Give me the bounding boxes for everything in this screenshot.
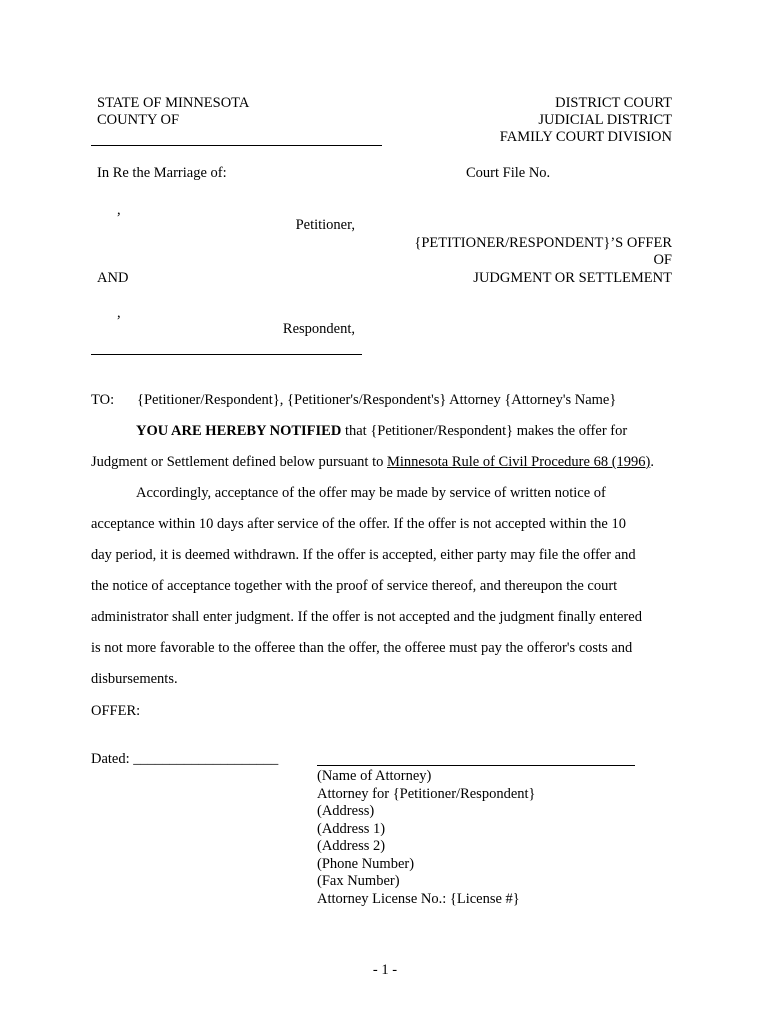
court-name: DISTRICT COURT bbox=[555, 95, 672, 111]
county-label: COUNTY OF bbox=[97, 112, 180, 128]
attorney-address-1: (Address 1) bbox=[317, 821, 386, 837]
attorney-phone: (Phone Number) bbox=[317, 856, 415, 872]
notice-line2-post: . bbox=[650, 454, 654, 470]
to-label: TO: bbox=[91, 392, 115, 408]
notice-line-2 bbox=[91, 454, 681, 471]
to-recipients: {Petitioner/Respondent}, {Petitioner's/Respondent's} Attorney {Attorney's Name} bbox=[137, 392, 617, 408]
page-number: - 1 - bbox=[372, 962, 398, 978]
paragraph-line: acceptance within 10 days after service of the offer. If the offer is not accepted within the 10 bbox=[91, 516, 626, 532]
in-re-label: In Re the Marriage of: bbox=[97, 165, 227, 181]
county-underline bbox=[91, 145, 382, 146]
signature-line bbox=[317, 765, 635, 766]
attorney-address-2: (Address 2) bbox=[317, 838, 386, 854]
paragraph-line: administrator shall enter judgment. If the offer is not accepted and the judgment finally entered bbox=[91, 609, 642, 625]
court-file-label: Court File No. bbox=[466, 165, 551, 181]
notice-bold: YOU ARE HEREBY NOTIFIED bbox=[136, 423, 342, 439]
rule-citation-link[interactable]: Minnesota Rule of Civil Procedure 68 (1996) bbox=[386, 454, 651, 470]
paragraph-line: Accordingly, acceptance of the offer may be made by service of written notice of bbox=[136, 485, 606, 501]
and-label: AND bbox=[97, 270, 129, 286]
paragraph-line: day period, it is deemed withdrawn. If the offer is accepted, either party may file the offer and bbox=[91, 547, 636, 563]
document-title-line2: OF bbox=[653, 252, 672, 268]
state-name: STATE OF MINNESOTA bbox=[97, 95, 250, 111]
paragraph-line: disbursements. bbox=[91, 671, 178, 687]
document-title-line1: {PETITIONER/RESPONDENT}’S OFFER bbox=[414, 235, 672, 251]
notice-line-1 bbox=[91, 423, 726, 440]
caption-underline bbox=[91, 354, 362, 355]
petitioner-name-comma: , bbox=[117, 202, 121, 218]
respondent-name-comma: , bbox=[117, 305, 121, 321]
dated-line: Dated: ____________________ bbox=[91, 751, 279, 767]
notice-rest: that {Petitioner/Respondent} makes the offer for bbox=[341, 423, 628, 439]
attorney-address: (Address) bbox=[317, 803, 375, 819]
court-division: FAMILY COURT DIVISION bbox=[499, 129, 672, 145]
attorney-for: Attorney for {Petitioner/Respondent} bbox=[317, 786, 536, 802]
document-title-line3: JUDGMENT OR SETTLEMENT bbox=[473, 270, 672, 286]
attorney-name: (Name of Attorney) bbox=[317, 768, 432, 784]
paragraph-line: is not more favorable to the offeree than the offer, the offeree must pay the offeror's costs and bbox=[91, 640, 633, 656]
judicial-district: JUDICIAL DISTRICT bbox=[538, 112, 672, 128]
attorney-license: Attorney License No.: {License #} bbox=[317, 891, 520, 907]
attorney-fax: (Fax Number) bbox=[317, 873, 400, 889]
notice-line2-pre: Judgment or Settlement defined below pursuant to bbox=[91, 454, 387, 470]
paragraph-line: the notice of acceptance together with the proof of service thereof, and thereupon the court bbox=[91, 578, 618, 594]
offer-label: OFFER: bbox=[91, 703, 141, 719]
respondent-label: Respondent, bbox=[282, 321, 355, 337]
petitioner-label: Petitioner, bbox=[295, 217, 355, 233]
